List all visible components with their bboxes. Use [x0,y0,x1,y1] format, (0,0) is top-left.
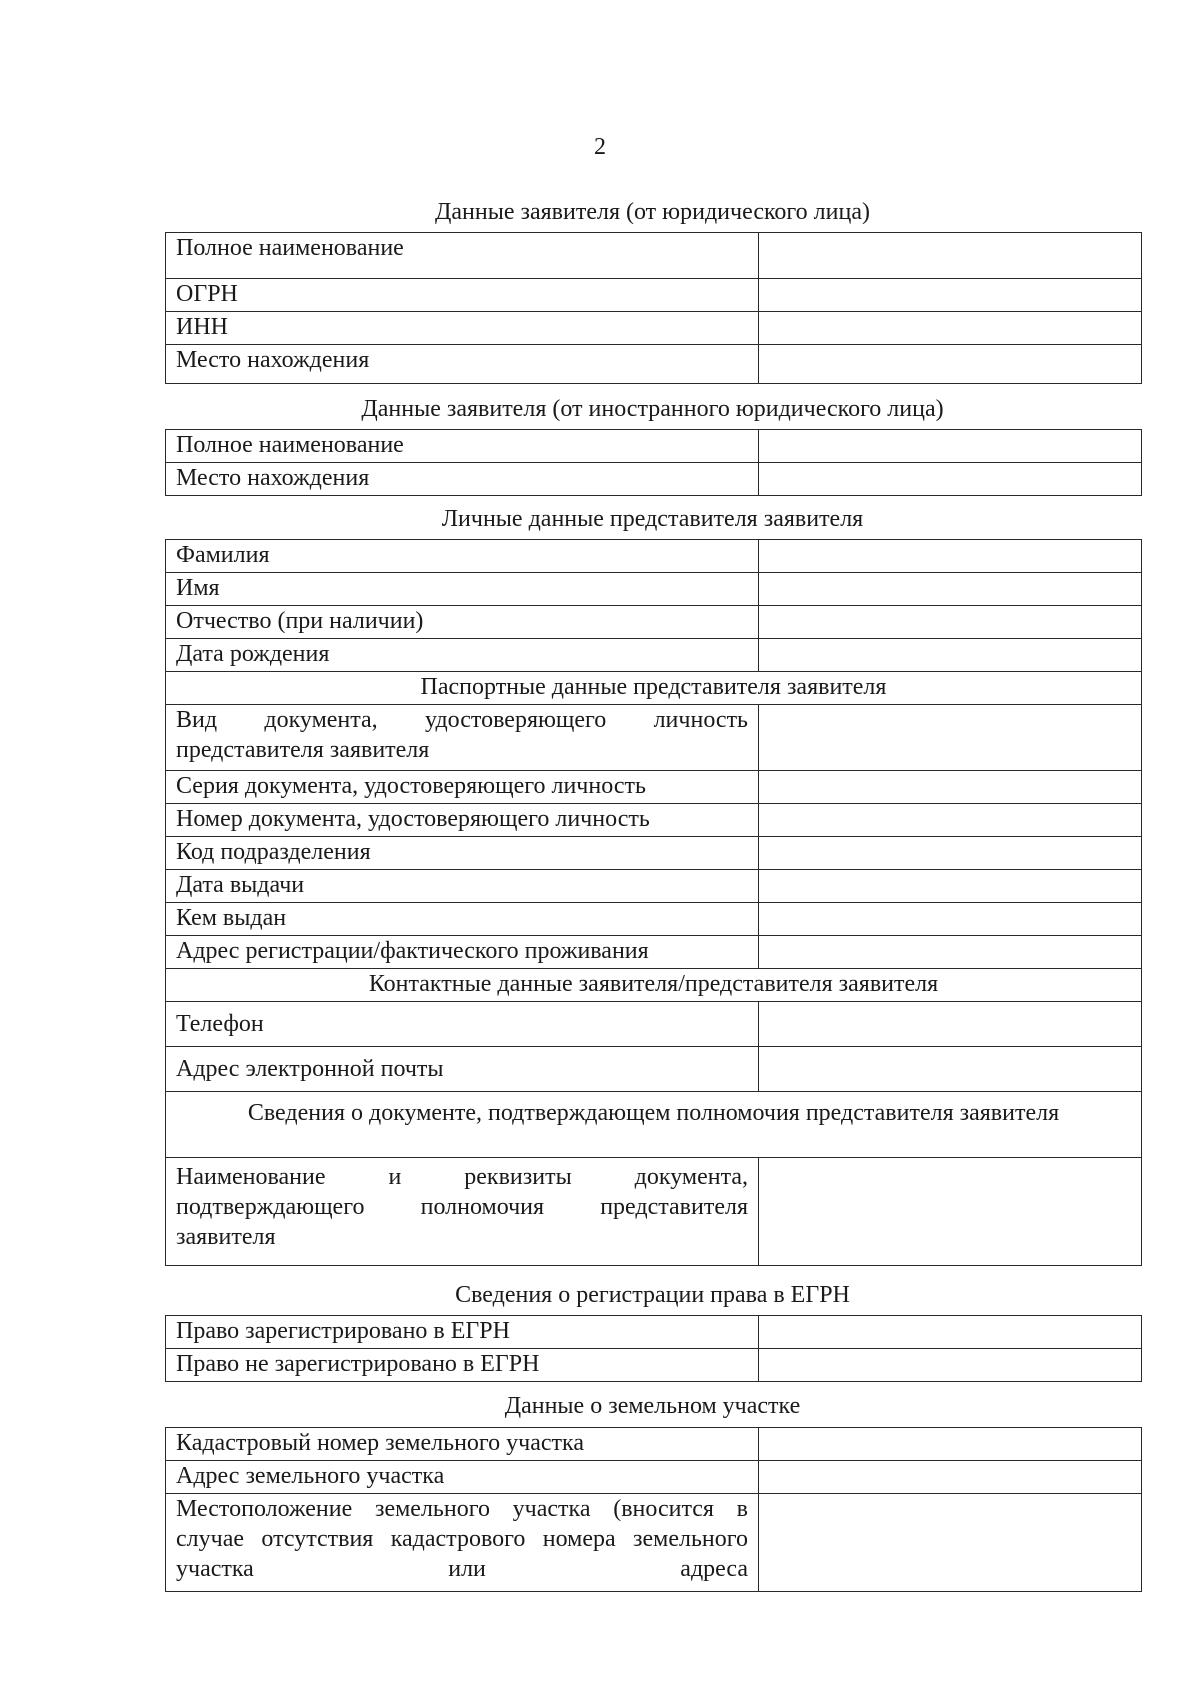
field-value-cell[interactable] [759,463,1142,496]
page-number: 2 [594,134,606,160]
field-label: Кадастровый номер земельного участка [166,1428,759,1461]
field-label: Номер документа, удостоверяющего личность [166,804,759,837]
field-value-cell[interactable] [759,1494,1142,1592]
field-label: Серия документа, удостоверяющего личность [166,771,759,804]
field-label: Имя [166,573,759,606]
field-label [166,1158,759,1266]
table-row [166,1349,1142,1382]
field-value-cell[interactable] [759,705,1142,771]
section-title-representative: Личные данные представителя заявителя [441,506,864,532]
field-label [166,1494,759,1592]
table-row [166,771,1142,804]
table-row [166,804,1142,837]
field-label: Адрес регистрации/фактического проживания [166,936,759,969]
field-label: Место нахождения [166,463,759,496]
table-row [166,1316,1142,1349]
section-title-egrn: Сведения о регистрации права в ЕГРН [455,1282,850,1308]
field-value-cell[interactable] [759,837,1142,870]
field-value-cell[interactable] [759,233,1142,279]
section-title-legal-entity: Данные заявителя (от юридического лица) [435,199,870,225]
field-label: Телефон [166,1002,759,1047]
field-value-cell[interactable] [759,1316,1142,1349]
field-label: ОГРН [166,279,759,312]
table-row [166,837,1142,870]
table-row [166,1494,1142,1592]
field-label: Отчество (при наличии) [166,606,759,639]
table-row [166,1461,1142,1494]
field-value-cell[interactable] [759,573,1142,606]
table-representative [165,539,1142,1266]
field-value-cell[interactable] [759,312,1142,345]
table-egrn [165,1315,1142,1382]
field-value-cell[interactable] [759,540,1142,573]
table-row [166,606,1142,639]
field-value-cell[interactable] [759,430,1142,463]
table-row [166,430,1142,463]
table-row [166,1047,1142,1092]
table-row [166,936,1142,969]
field-label: Код подразделения [166,837,759,870]
table-subheader-row [166,672,1142,705]
field-value-cell[interactable] [759,1002,1142,1047]
field-label: Право зарегистрировано в ЕГРН [166,1316,759,1349]
table-land [165,1427,1142,1592]
field-label-text: Наименование и реквизиты документа, подтверждающего полномочия представителя заявителя [176,1164,748,1250]
field-label-text: Местоположение земельного участка (вносится в случае отсутствия кадастрового номера земельного участка или адреса [176,1496,748,1582]
field-value-cell[interactable] [759,279,1142,312]
field-label: Полное наименование [166,430,759,463]
field-label: Фамилия [166,540,759,573]
table-row [166,1158,1142,1266]
field-value-cell[interactable] [759,345,1142,384]
field-label-text: Вид документа, удостоверяющего личность представителя заявителя [176,707,748,763]
field-value-cell[interactable] [759,1349,1142,1382]
field-value-cell[interactable] [759,771,1142,804]
passport-subheader: Паспортные данные представителя заявителя [166,672,1142,705]
authority-subheader: Сведения о документе, подтверждающем полномочия представителя заявителя [166,1092,1142,1158]
table-row [166,540,1142,573]
table-row [166,312,1142,345]
table-subheader-row [166,1092,1142,1158]
table-row [166,903,1142,936]
field-label: Адрес электронной почты [166,1047,759,1092]
table-legal-entity [165,232,1142,384]
table-row [166,639,1142,672]
table-row [166,463,1142,496]
field-value-cell[interactable] [759,903,1142,936]
field-value-cell[interactable] [759,1461,1142,1494]
field-label: ИНН [166,312,759,345]
field-value-cell[interactable] [759,804,1142,837]
field-value-cell[interactable] [759,870,1142,903]
field-value-cell[interactable] [759,936,1142,969]
field-value-cell[interactable] [759,1158,1142,1266]
table-subheader-row [166,969,1142,1002]
field-label: Дата рождения [166,639,759,672]
table-row [166,573,1142,606]
field-label: Кем выдан [166,903,759,936]
section-title-foreign-entity: Данные заявителя (от иностранного юридического лица) [361,396,944,422]
field-label: Полное наименование [166,233,759,279]
table-foreign-entity [165,429,1142,496]
table-row [166,870,1142,903]
contacts-subheader: Контактные данные заявителя/представителя заявителя [166,969,1142,1002]
field-value-cell[interactable] [759,1047,1142,1092]
table-row [166,705,1142,771]
field-label: Дата выдачи [166,870,759,903]
field-value-cell[interactable] [759,606,1142,639]
table-row [166,345,1142,384]
table-row [166,233,1142,279]
field-value-cell[interactable] [759,639,1142,672]
field-label: Адрес земельного участка [166,1461,759,1494]
field-label: Место нахождения [166,345,759,384]
field-label: Право не зарегистрировано в ЕГРН [166,1349,759,1382]
table-row [166,1428,1142,1461]
field-label [166,705,759,771]
table-row [166,279,1142,312]
table-row [166,1002,1142,1047]
section-title-land: Данные о земельном участке [504,1393,801,1419]
field-value-cell[interactable] [759,1428,1142,1461]
